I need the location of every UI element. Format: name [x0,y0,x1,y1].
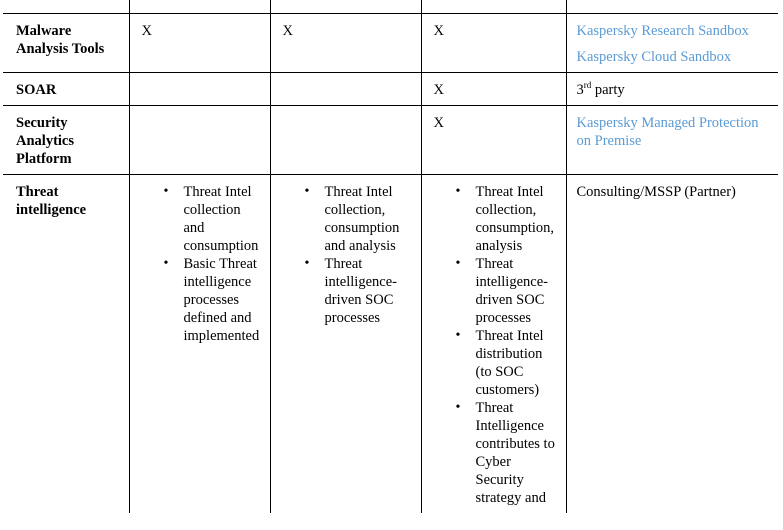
bullet-list [283,183,413,327]
provider-cell [566,106,778,175]
bullet-item: • Threat Intelligence contributes to Cyber Security strategy and [476,399,558,507]
bullet-item: • Threat Intel distribution (to SOC customers) [476,327,558,399]
row-label: Threat intelligence [3,175,129,514]
table-row-malware-analysis-tools [3,14,778,73]
bullet-list [434,183,558,507]
provider-cell [566,73,778,106]
table-row-threat-intelligence [3,175,778,514]
bullet-item: • Basic Threat intelligence processes defined and implemented [184,255,262,345]
provider-text: party [591,82,625,98]
row-label: Malware Analysis Tools [3,14,129,73]
bullet-cell [129,175,270,514]
bullet-cell [421,175,566,514]
table-row-soar [3,73,778,106]
bullet-item: • Threat Intel collection, consumption and analysis [325,183,413,255]
table-row-top [3,0,778,14]
bullet-list [142,183,262,345]
cell-mark: X [270,14,421,73]
bullet-item: • Threat Intel collection, consumption, analysis [476,183,558,255]
table-row-security-analytics-platform [3,106,778,175]
kaspersky-research-sandbox-link[interactable]: Kaspersky Research Sandbox [576,23,749,39]
bullet-item: • Threat intelligence-driven SOC processes [325,255,413,327]
cell-mark: X [421,106,566,175]
provider-cell [566,14,778,73]
provider-ordinal: rd [583,80,592,91]
cell-mark: X [129,14,270,73]
cell-mark: X [421,14,566,73]
provider-number: 3 [576,82,584,98]
row-label: Security Analytics Platform [3,106,129,175]
kaspersky-managed-protection-link[interactable]: Kaspersky Managed Protection on Premise [576,115,759,149]
provider-cell: Consulting/MSSP (Partner) [566,175,778,514]
row-label: SOAR [3,73,129,106]
bullet-item: • Threat Intel collection and consumption [184,183,262,255]
bullet-cell [270,175,421,514]
kaspersky-cloud-sandbox-link[interactable]: Kaspersky Cloud Sandbox [576,49,732,65]
bullet-item: • Threat intelligence-driven SOC processes [476,255,558,327]
maturity-table [3,0,778,513]
cell-mark: X [421,73,566,106]
